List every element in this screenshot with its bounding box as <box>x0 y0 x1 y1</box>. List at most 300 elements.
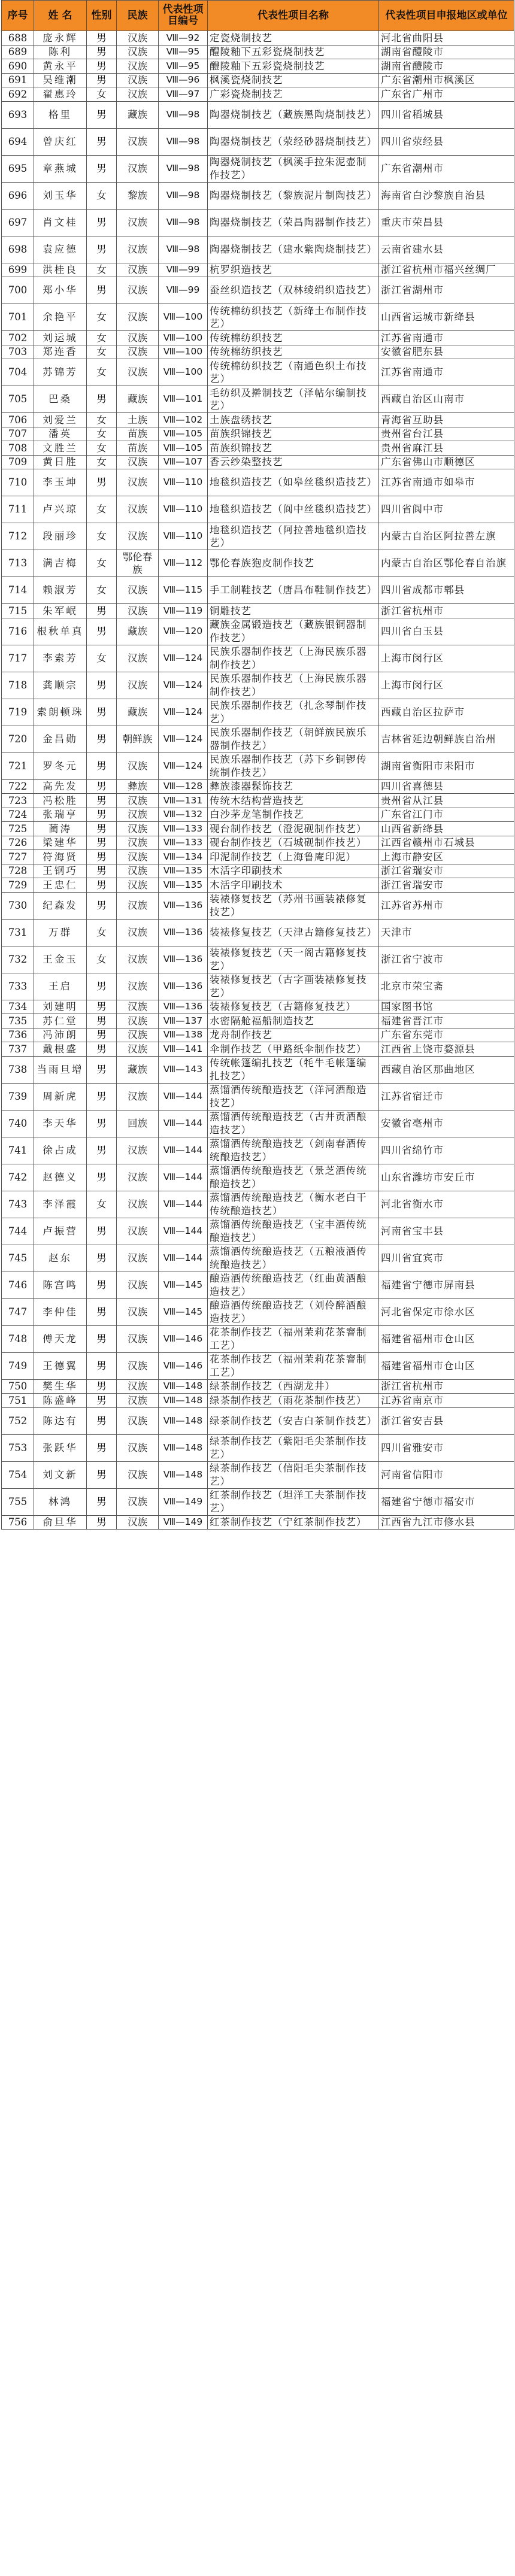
cell-gender: 男 <box>87 1488 117 1515</box>
cell-gender: 男 <box>87 1245 117 1272</box>
table-row <box>2 1042 514 1057</box>
cell-gender: 男 <box>87 808 117 822</box>
table-row <box>2 31 514 45</box>
cell-ethnicity: 汉族 <box>117 836 159 850</box>
cell-project: 红茶制作技艺（坦洋工夫茶制作技艺） <box>208 1488 379 1515</box>
cell-name: 梁建华 <box>34 836 87 850</box>
cell-ethnicity: 汉族 <box>117 1352 159 1379</box>
cell-code: Ⅷ—133 <box>159 822 208 836</box>
cell-ethnicity: 汉族 <box>117 469 159 496</box>
cell-name: 俞旦华 <box>34 1515 87 1530</box>
cell-ethnicity: 汉族 <box>117 645 159 672</box>
cell-gender: 女 <box>87 182 117 209</box>
cell-name: 根秋单真 <box>34 618 87 645</box>
table-row <box>2 1352 514 1379</box>
cell-no: 703 <box>2 345 34 359</box>
cell-name: 冯沛朗 <box>34 1028 87 1042</box>
cell-name: 刘爱兰 <box>34 413 87 427</box>
cell-project: 毛纺织及擀制技艺（泽帖尔编制技艺） <box>208 386 379 413</box>
cell-project: 陶器烧制技艺（枫溪手拉朱泥壶制作技艺） <box>208 155 379 182</box>
cell-unit: 四川省成都市郫县 <box>379 577 514 604</box>
cell-project: 地毯织造技艺（如皋丝毯织造技艺） <box>208 469 379 496</box>
cell-unit: 广东省广州市 <box>379 87 514 102</box>
table-row <box>2 946 514 973</box>
cell-name: 陈盛峰 <box>34 1394 87 1408</box>
table-row <box>2 645 514 672</box>
cell-gender: 男 <box>87 1272 117 1298</box>
cell-ethnicity: 汉族 <box>117 523 159 550</box>
cell-ethnicity: 汉族 <box>117 794 159 808</box>
header-row <box>2 1 514 31</box>
header-code: 代表性项目编号 <box>159 1 208 31</box>
cell-unit: 福建省宁德市屏南县 <box>379 1272 514 1298</box>
cell-ethnicity: 汉族 <box>117 1191 159 1218</box>
cell-project: 蒸馏酒传统酿造技艺（衡水老白干传统酿造技艺） <box>208 1191 379 1218</box>
table-row <box>2 836 514 850</box>
cell-ethnicity: 汉族 <box>117 753 159 779</box>
cell-unit: 福建省福州市仓山区 <box>379 1352 514 1379</box>
table-row <box>2 1407 514 1434</box>
table-row <box>2 1379 514 1394</box>
cell-unit: 浙江省杭州市福兴丝绸厂 <box>379 263 514 277</box>
cell-code: Ⅷ—128 <box>159 779 208 794</box>
table-row <box>2 209 514 236</box>
cell-unit: 贵州省从江县 <box>379 794 514 808</box>
cell-code: Ⅷ—99 <box>159 277 208 304</box>
cell-code: Ⅷ—148 <box>159 1461 208 1488</box>
cell-project: 木活字印刷技术 <box>208 864 379 878</box>
cell-name: 翟惠玲 <box>34 87 87 102</box>
cell-project: 传统木结构营造技艺 <box>208 794 379 808</box>
cell-no: 728 <box>2 864 34 878</box>
cell-name: 冯松胜 <box>34 794 87 808</box>
cell-unit: 湖南省醴陵市 <box>379 45 514 59</box>
cell-ethnicity: 汉族 <box>117 1379 159 1394</box>
cell-ethnicity: 汉族 <box>117 1272 159 1298</box>
cell-ethnicity: 汉族 <box>117 577 159 604</box>
cell-no: 730 <box>2 892 34 919</box>
table-row <box>2 182 514 209</box>
table-row <box>2 892 514 919</box>
cell-no: 733 <box>2 973 34 1000</box>
cell-unit: 山西省运城市新绛县 <box>379 304 514 331</box>
cell-unit: 江西省九江市修水县 <box>379 1515 514 1530</box>
cell-unit: 上海市静安区 <box>379 850 514 864</box>
cell-gender: 男 <box>87 1000 117 1014</box>
cell-ethnicity: 藏族 <box>117 1056 159 1083</box>
cell-unit: 广东省潮州市 <box>379 155 514 182</box>
table-row <box>2 386 514 413</box>
cell-no: 714 <box>2 577 34 604</box>
header-no: 序号 <box>2 1 34 31</box>
table-row <box>2 699 514 726</box>
table-row <box>2 304 514 331</box>
cell-project: 陶器烧制技艺（建水紫陶烧制技艺） <box>208 236 379 263</box>
cell-ethnicity: 苗族 <box>117 441 159 456</box>
cell-unit: 山东省潍坊市安丘市 <box>379 1164 514 1191</box>
cell-code: Ⅷ—95 <box>159 59 208 74</box>
cell-name: 索朗顿珠 <box>34 699 87 726</box>
cell-name: 赖淑芳 <box>34 577 87 604</box>
cell-unit: 江苏省南京市 <box>379 1394 514 1408</box>
cell-no: 725 <box>2 822 34 836</box>
cell-name: 王钢巧 <box>34 864 87 878</box>
cell-code: Ⅷ—100 <box>159 345 208 359</box>
table-row <box>2 1394 514 1408</box>
cell-ethnicity: 汉族 <box>117 1000 159 1014</box>
table-row <box>2 345 514 359</box>
cell-no: 742 <box>2 1164 34 1191</box>
cell-unit: 广东省佛山市顺德区 <box>379 455 514 469</box>
cell-code: Ⅷ—136 <box>159 946 208 973</box>
cell-unit: 西藏自治区拉萨市 <box>379 699 514 726</box>
cell-code: Ⅷ—124 <box>159 726 208 753</box>
cell-code: Ⅷ—131 <box>159 794 208 808</box>
cell-code: Ⅷ—97 <box>159 87 208 102</box>
cell-code: Ⅷ—144 <box>159 1110 208 1137</box>
cell-unit: 广东省东莞市 <box>379 1028 514 1042</box>
table-row <box>2 604 514 618</box>
cell-no: 705 <box>2 386 34 413</box>
cell-no: 739 <box>2 1083 34 1110</box>
cell-code: Ⅷ—132 <box>159 808 208 822</box>
cell-name: 刘运城 <box>34 331 87 345</box>
cell-unit: 河北省衡水市 <box>379 1191 514 1218</box>
cell-ethnicity: 汉族 <box>117 672 159 699</box>
cell-unit: 西藏自治区山南市 <box>379 386 514 413</box>
cell-ethnicity: 汉族 <box>117 1407 159 1434</box>
cell-project: 蒸馏酒传统酿造技艺（剑南春酒传统酿造技艺） <box>208 1137 379 1164</box>
table-row <box>2 1137 514 1164</box>
table-row <box>2 753 514 779</box>
cell-ethnicity: 汉族 <box>117 45 159 59</box>
cell-gender: 男 <box>87 850 117 864</box>
cell-gender: 男 <box>87 155 117 182</box>
table-row <box>2 1434 514 1461</box>
table-row <box>2 822 514 836</box>
cell-gender: 女 <box>87 441 117 456</box>
cell-no: 697 <box>2 209 34 236</box>
cell-name: 陈宫鸣 <box>34 1272 87 1298</box>
cell-project: 醴陵釉下五彩瓷烧制技艺 <box>208 45 379 59</box>
cell-unit: 贵州省麻江县 <box>379 441 514 456</box>
cell-unit: 浙江省杭州市 <box>379 604 514 618</box>
cell-name: 陈利 <box>34 45 87 59</box>
cell-gender: 男 <box>87 1298 117 1325</box>
cell-gender: 女 <box>87 550 117 577</box>
cell-name: 傅天龙 <box>34 1325 87 1352</box>
cell-no: 748 <box>2 1325 34 1352</box>
cell-no: 711 <box>2 496 34 523</box>
cell-code: Ⅷ—98 <box>159 236 208 263</box>
cell-no: 696 <box>2 182 34 209</box>
cell-name: 刘玉华 <box>34 182 87 209</box>
cell-ethnicity: 汉族 <box>117 496 159 523</box>
cell-name: 林鸿 <box>34 1488 87 1515</box>
cell-project: 酿造酒传统酿造技艺（刘伶醉酒酿造技艺） <box>208 1298 379 1325</box>
cell-name: 郑连香 <box>34 345 87 359</box>
cell-name: 满吉梅 <box>34 550 87 577</box>
cell-project: 绿茶制作技艺（信阳毛尖茶制作技艺） <box>208 1461 379 1488</box>
cell-name: 卢兴琼 <box>34 496 87 523</box>
cell-gender: 男 <box>87 45 117 59</box>
cell-name: 龚顺宗 <box>34 672 87 699</box>
cell-project: 酿造酒传统酿造技艺（红曲黄酒酿造技艺） <box>208 1272 379 1298</box>
cell-unit: 四川省稻城县 <box>379 101 514 128</box>
cell-unit: 山西省新绛县 <box>379 822 514 836</box>
cell-no: 740 <box>2 1110 34 1137</box>
cell-name: 庞永辉 <box>34 31 87 45</box>
table-row <box>2 455 514 469</box>
cell-project: 鄂伦春族狍皮制作技艺 <box>208 550 379 577</box>
cell-name: 陈达有 <box>34 1407 87 1434</box>
cell-gender: 男 <box>87 1110 117 1137</box>
cell-no: 704 <box>2 359 34 386</box>
cell-unit: 河南省宝丰县 <box>379 1218 514 1245</box>
table-row <box>2 1298 514 1325</box>
cell-name: 蔺涛 <box>34 822 87 836</box>
cell-name: 刘建明 <box>34 1000 87 1014</box>
cell-code: Ⅷ—144 <box>159 1218 208 1245</box>
cell-no: 719 <box>2 699 34 726</box>
cell-no: 715 <box>2 604 34 618</box>
cell-no: 708 <box>2 441 34 456</box>
cell-code: Ⅷ—107 <box>159 455 208 469</box>
cell-project: 砚台制作技艺（澄泥砚制作技艺） <box>208 822 379 836</box>
cell-code: Ⅷ—110 <box>159 469 208 496</box>
cell-code: Ⅷ—144 <box>159 1245 208 1272</box>
cell-no: 738 <box>2 1056 34 1083</box>
cell-gender: 女 <box>87 946 117 973</box>
cell-name: 袁应德 <box>34 236 87 263</box>
cell-unit: 四川省绵竹市 <box>379 1137 514 1164</box>
cell-unit: 浙江省湖州市 <box>379 277 514 304</box>
cell-ethnicity: 汉族 <box>117 87 159 102</box>
cell-unit: 四川省雅安市 <box>379 1434 514 1461</box>
table-row <box>2 331 514 345</box>
table-row <box>2 87 514 102</box>
cell-unit: 浙江省杭州市 <box>379 1379 514 1394</box>
cell-gender: 女 <box>87 523 117 550</box>
cell-gender: 男 <box>87 794 117 808</box>
cell-project: 传统棉纺织技艺（新绛土布制作技艺） <box>208 304 379 331</box>
cell-unit: 湖南省衡阳市耒阳市 <box>379 753 514 779</box>
table-row <box>2 1191 514 1218</box>
cell-no: 729 <box>2 878 34 893</box>
cell-unit: 江西省赣州市石城县 <box>379 836 514 850</box>
cell-name: 符海贤 <box>34 850 87 864</box>
cell-ethnicity: 汉族 <box>117 1014 159 1028</box>
cell-gender: 男 <box>87 1394 117 1408</box>
table-row <box>2 1245 514 1272</box>
cell-code: Ⅷ—145 <box>159 1298 208 1325</box>
cell-name: 肖文桂 <box>34 209 87 236</box>
cell-project: 蒸馏酒传统酿造技艺（景芝酒传统酿造技艺） <box>208 1164 379 1191</box>
cell-no: 722 <box>2 779 34 794</box>
cell-unit: 浙江省瑞安市 <box>379 878 514 893</box>
cell-code: Ⅷ—98 <box>159 182 208 209</box>
cell-name: 戴根盛 <box>34 1042 87 1057</box>
cell-unit: 河北省曲阳县 <box>379 31 514 45</box>
cell-project: 蚕丝织造技艺（双林绫绢织造技艺） <box>208 277 379 304</box>
cell-unit: 四川省荥经县 <box>379 128 514 155</box>
table-row <box>2 726 514 753</box>
header-project: 代表性项目名称 <box>208 1 379 31</box>
table-row <box>2 45 514 59</box>
table-row <box>2 1515 514 1530</box>
table-row <box>2 878 514 893</box>
cell-gender: 男 <box>87 604 117 618</box>
cell-unit: 江苏省南通市 <box>379 359 514 386</box>
cell-no: 731 <box>2 919 34 946</box>
cell-project: 白沙茅龙笔制作技艺 <box>208 808 379 822</box>
cell-project: 装裱修复技艺（古字画装裱修复技艺） <box>208 973 379 1000</box>
cell-gender: 男 <box>87 1137 117 1164</box>
cell-name: 潘英 <box>34 427 87 441</box>
cell-project: 龙舟制作技艺 <box>208 1028 379 1042</box>
cell-no: 746 <box>2 1272 34 1298</box>
cell-name: 周新虎 <box>34 1083 87 1110</box>
cell-no: 689 <box>2 45 34 59</box>
cell-unit: 浙江省瑞安市 <box>379 864 514 878</box>
cell-ethnicity: 汉族 <box>117 850 159 864</box>
cell-project: 装裱修复技艺（苏州书画装裱修复技艺） <box>208 892 379 919</box>
cell-name: 苏锦芳 <box>34 359 87 386</box>
cell-no: 754 <box>2 1461 34 1488</box>
cell-unit: 江苏省宿迁市 <box>379 1083 514 1110</box>
cell-no: 749 <box>2 1352 34 1379</box>
cell-project: 铜雕技艺 <box>208 604 379 618</box>
cell-gender: 男 <box>87 836 117 850</box>
cell-project: 民族乐器制作技艺（上海民族乐器制作技艺） <box>208 645 379 672</box>
cell-gender: 男 <box>87 1028 117 1042</box>
cell-project: 彝族漆器髹饰技艺 <box>208 779 379 794</box>
cell-gender: 男 <box>87 892 117 919</box>
table-row <box>2 413 514 427</box>
cell-unit: 上海市闵行区 <box>379 672 514 699</box>
cell-project: 陶器烧制技艺（荣昌陶器制作技艺） <box>208 209 379 236</box>
cell-ethnicity: 汉族 <box>117 1325 159 1352</box>
cell-no: 693 <box>2 101 34 128</box>
cell-project: 装裱修复技艺（天一阁古籍修复技艺） <box>208 946 379 973</box>
cell-project: 陶器烧制技艺（荥经砂器烧制技艺） <box>208 128 379 155</box>
cell-ethnicity: 回族 <box>117 1110 159 1137</box>
cell-unit: 广东省潮州市枫溪区 <box>379 73 514 87</box>
cell-project: 绿茶制作技艺（西湖龙井） <box>208 1379 379 1394</box>
table-row <box>2 1110 514 1137</box>
cell-project: 红茶制作技艺（宁红茶制作技艺） <box>208 1515 379 1530</box>
table-row <box>2 794 514 808</box>
table-row <box>2 101 514 128</box>
cell-code: Ⅷ—124 <box>159 753 208 779</box>
cell-no: 692 <box>2 87 34 102</box>
cell-project: 民族乐器制作技艺（朝鲜族民族乐器制作技艺） <box>208 726 379 753</box>
table-row <box>2 496 514 523</box>
cell-code: Ⅷ—120 <box>159 618 208 645</box>
cell-ethnicity: 汉族 <box>117 973 159 1000</box>
cell-ethnicity: 汉族 <box>117 946 159 973</box>
cell-unit: 河南省信阳市 <box>379 1461 514 1488</box>
cell-gender: 女 <box>87 919 117 946</box>
table-row <box>2 59 514 74</box>
cell-gender: 男 <box>87 878 117 893</box>
cell-ethnicity: 汉族 <box>117 1394 159 1408</box>
cell-code: Ⅷ—98 <box>159 128 208 155</box>
header-gender: 性别 <box>87 1 117 31</box>
cell-code: Ⅷ—110 <box>159 523 208 550</box>
cell-project: 广彩瓷烧制技艺 <box>208 87 379 102</box>
cell-gender: 男 <box>87 128 117 155</box>
cell-name: 余艳平 <box>34 304 87 331</box>
cell-code: Ⅷ—144 <box>159 1137 208 1164</box>
cell-code: Ⅷ—100 <box>159 359 208 386</box>
cell-ethnicity: 土族 <box>117 413 159 427</box>
cell-code: Ⅷ—110 <box>159 496 208 523</box>
table-row <box>2 1488 514 1515</box>
cell-code: Ⅷ—124 <box>159 645 208 672</box>
cell-no: 751 <box>2 1394 34 1408</box>
cell-gender: 男 <box>87 1515 117 1530</box>
cell-name: 赵东 <box>34 1245 87 1272</box>
cell-gender: 女 <box>87 304 117 331</box>
cell-gender: 男 <box>87 31 117 45</box>
cell-project: 杭罗织造技艺 <box>208 263 379 277</box>
cell-unit: 江苏省南通市如皋市 <box>379 469 514 496</box>
cell-ethnicity: 汉族 <box>117 822 159 836</box>
cell-code: Ⅷ—149 <box>159 1488 208 1515</box>
cell-ethnicity: 汉族 <box>117 864 159 878</box>
header-name: 姓 名 <box>34 1 87 31</box>
cell-project: 民族乐器制作技艺（扎念琴制作技艺） <box>208 699 379 726</box>
cell-ethnicity: 汉族 <box>117 155 159 182</box>
cell-name: 高先发 <box>34 779 87 794</box>
cell-code: Ⅷ—135 <box>159 878 208 893</box>
cell-ethnicity: 鄂伦春族 <box>117 550 159 577</box>
cell-name: 赵德义 <box>34 1164 87 1191</box>
cell-ethnicity: 汉族 <box>117 236 159 263</box>
table-row <box>2 469 514 496</box>
cell-name: 郑小华 <box>34 277 87 304</box>
header-ethnicity: 民族 <box>117 1 159 31</box>
table-row <box>2 808 514 822</box>
cell-no: 706 <box>2 413 34 427</box>
cell-ethnicity: 汉族 <box>117 73 159 87</box>
cell-ethnicity: 汉族 <box>117 31 159 45</box>
cell-name: 张瑞亨 <box>34 808 87 822</box>
cell-gender: 女 <box>87 87 117 102</box>
cell-unit: 北京市荣宝斋 <box>379 973 514 1000</box>
cell-unit: 安徽省亳州市 <box>379 1110 514 1137</box>
table-row <box>2 236 514 263</box>
cell-code: Ⅷ—135 <box>159 864 208 878</box>
cell-unit: 重庆市荣昌县 <box>379 209 514 236</box>
cell-name: 李天华 <box>34 1110 87 1137</box>
cell-no: 745 <box>2 1245 34 1272</box>
cell-code: Ⅷ—98 <box>159 155 208 182</box>
cell-name: 王启 <box>34 973 87 1000</box>
cell-project: 定瓷烧制技艺 <box>208 31 379 45</box>
cell-code: Ⅷ—95 <box>159 45 208 59</box>
cell-ethnicity: 汉族 <box>117 209 159 236</box>
cell-code: Ⅷ—144 <box>159 1191 208 1218</box>
table-row <box>2 277 514 304</box>
table-body <box>2 31 514 1530</box>
inheritor-table <box>1 0 514 1530</box>
table-row <box>2 263 514 277</box>
cell-gender: 男 <box>87 1014 117 1028</box>
cell-name: 当雨旦增 <box>34 1056 87 1083</box>
cell-code: Ⅷ—119 <box>159 604 208 618</box>
